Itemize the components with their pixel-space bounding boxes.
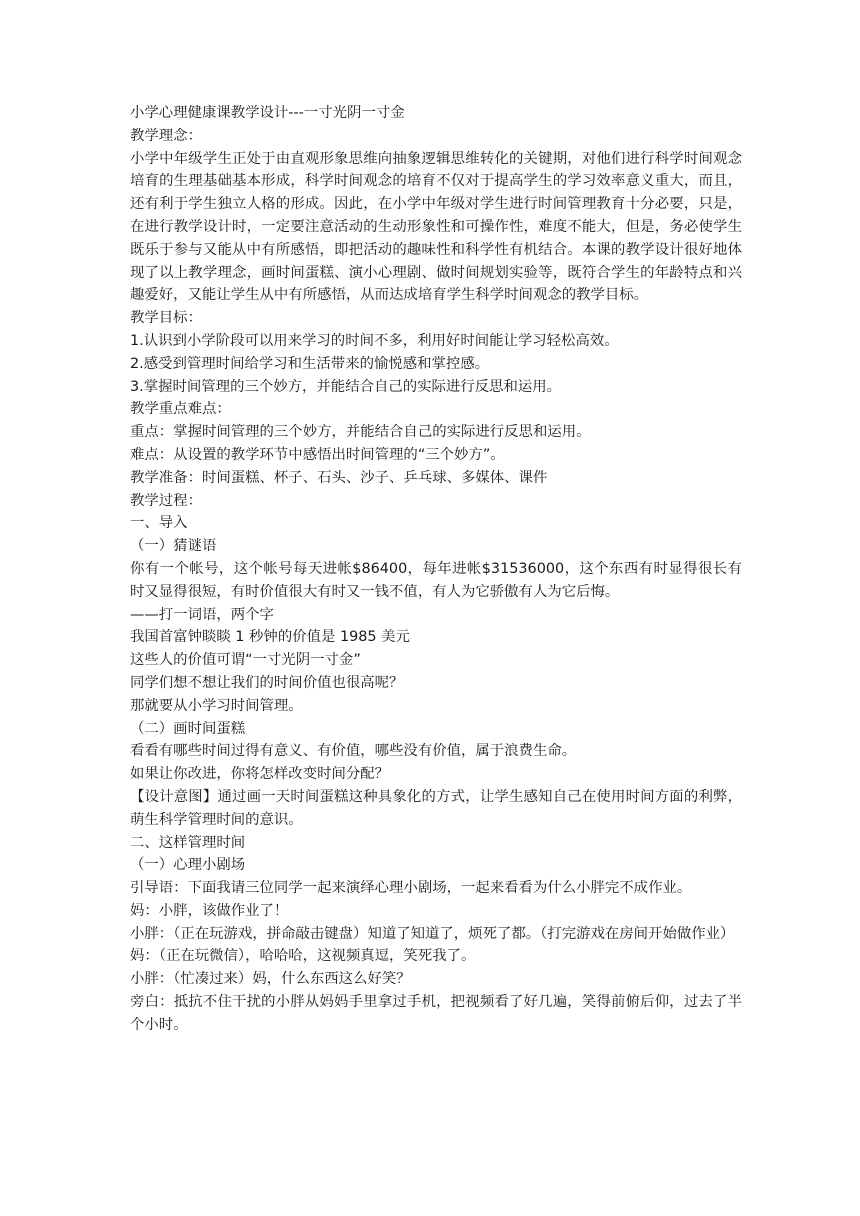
paragraph: 引导语：下面我请三位同学一起来演绎心理小剧场，一起来看看为什么小胖完不成作业。: [130, 880, 692, 897]
paragraph: （二）画时间蛋糕: [130, 720, 246, 737]
paragraph: 妈：小胖，该做作业了！: [130, 902, 289, 919]
document-body: [130, 125, 742, 1037]
paragraph: 同学们想不想让我们的时间价值也很高呢？: [130, 674, 404, 691]
paragraph: 小胖：（忙凑过来）妈，什么东西这么好笑？: [130, 971, 411, 988]
paragraph: 难点：从设置的教学环节中感悟出时间管理的“三个妙方”。: [130, 446, 505, 463]
paragraph: 二、这样管理时间: [130, 834, 246, 851]
document-title: 小学心理健康课教学设计---一寸光阴一寸金: [130, 105, 405, 121]
paragraph: 2.感受到管理时间给学习和生活带来的愉悦感和掌控感。: [130, 355, 490, 372]
paragraph: 教学目标：: [130, 310, 202, 327]
paragraph: 旁白：抵抗不住干扰的小胖从妈妈手里拿过手机，把视频看了好几遍，笑得前俯后仰，过去了半个小时。: [130, 994, 742, 1033]
paragraph: 那就要从小学习时间管理。: [130, 697, 303, 714]
paragraph: 教学过程：: [130, 492, 202, 509]
paragraph: 你有一个帐号，这个帐号每天进帐$86400，每年进帐$31536000，这个东西有时显得很长有时又显得很短，有时价值很大有时又一钱不值，有人为它骄傲有人为它后悔。: [130, 560, 742, 600]
paragraph: 妈：（正在玩微信），哈哈哈，这视频真逗，笑死我了。: [130, 948, 476, 965]
paragraph: 重点：掌握时间管理的三个妙方，并能结合自己的实际进行反思和运用。: [130, 424, 591, 441]
paragraph: 教学理念：: [130, 127, 202, 144]
paragraph: 这些人的价值可谓“一寸光阴一寸金”: [130, 652, 361, 669]
paragraph: （一）猜谜语: [130, 538, 217, 555]
paragraph: （一）心理小剧场: [130, 857, 246, 874]
paragraph: 1.认识到小学阶段可以用来学习的时间不多，利用好时间能让学习轻松高效。: [130, 332, 619, 349]
paragraph: 如果让你改进，你将怎样改变时间分配？: [130, 766, 390, 783]
paragraph: ——打一词语，两个字: [130, 606, 274, 623]
paragraph: 我国首富钟睒睒 1 秒钟的价值是 1985 美元: [130, 629, 410, 646]
paragraph: 教学重点难点：: [130, 401, 231, 418]
paragraph: 看看有哪些时间过得有意义、有价值，哪些没有价值，属于浪费生命。: [130, 743, 577, 760]
paragraph: 【设计意图】通过画一天时间蛋糕这种具象化的方式，让学生感知自己在使用时间方面的利弊，萌生科学管理时间的意识。: [130, 788, 742, 828]
paragraph: 3.掌握时间管理的三个妙方，并能结合自己的实际进行反思和运用。: [130, 378, 562, 395]
document-page: [130, 102, 742, 1037]
paragraph: 小学中年级学生正处于由直观形象思维向抽象逻辑思维转化的关键期，对他们进行科学时间观念培育的生理基础基本形成，科学时间观念的培育不仅对于提高学生的学习效率意义重大，而且，还有利于学生独立人格的形成。因此，在小学中年级对学生进行时间管理教育十分必要，只是，在进行教学设计时，一定要注意活动的生动形象性和可操作性，难度不能大，但是，务必使学生既乐于参与又能从中有所感悟，即把活动的趣味性和科学性有机结合。本课的教学设计很好地体现了以上教学理念，画时间蛋糕、演小心理剧、做时间规划实验等，既符合学生的年龄特点和兴趣爱好，又能让学生从中有所感悟，从而达成培育学生科学时间观念的教学目标。: [130, 150, 742, 304]
paragraph: 小胖：（正在玩游戏，拼命敲击键盘）知道了知道了，烦死了都。（打完游戏在房间开始做作业）: [130, 925, 735, 942]
paragraph: 一、导入: [130, 515, 188, 532]
paragraph: 教学准备：时间蛋糕、杯子、石头、沙子、乒乓球、多媒体、课件: [130, 469, 548, 486]
